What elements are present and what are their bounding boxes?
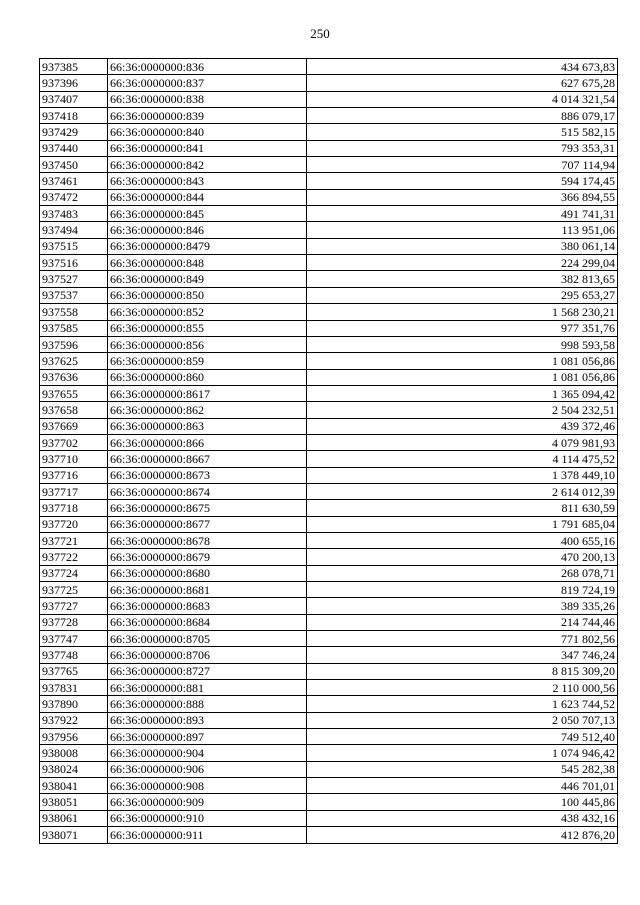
table-row [40, 402, 618, 418]
row-number-cell: 937956 [40, 729, 108, 745]
row-number-cell: 937527 [40, 271, 108, 287]
table-row [40, 238, 618, 254]
row-number-cell: 937725 [40, 582, 108, 598]
amount-cell: 100 445,86 [307, 794, 618, 810]
table-row [40, 614, 618, 630]
cadastral-number-cell: 66:36:0000000:8706 [108, 647, 307, 663]
row-number-cell: 937396 [40, 75, 108, 91]
cadastral-value-table [39, 58, 618, 844]
cadastral-number-cell: 66:36:0000000:836 [108, 59, 307, 75]
row-number-cell: 937516 [40, 255, 108, 271]
table-row [40, 108, 618, 124]
row-number-cell: 937483 [40, 206, 108, 222]
table-row [40, 467, 618, 483]
row-number-cell: 938071 [40, 827, 108, 843]
row-number-cell: 937710 [40, 451, 108, 467]
table-row [40, 794, 618, 810]
amount-cell: 1 791 685,04 [307, 516, 618, 532]
cadastral-number-cell: 66:36:0000000:908 [108, 778, 307, 794]
table-row [40, 418, 618, 434]
cadastral-number-cell: 66:36:0000000:8674 [108, 483, 307, 499]
amount-cell: 627 675,28 [307, 75, 618, 91]
row-number-cell: 937596 [40, 336, 108, 352]
cadastral-number-cell: 66:36:0000000:893 [108, 712, 307, 728]
table-row [40, 598, 618, 614]
table-row [40, 516, 618, 532]
amount-cell: 1 365 094,42 [307, 385, 618, 401]
row-number-cell: 937717 [40, 483, 108, 499]
cadastral-number-cell: 66:36:0000000:838 [108, 91, 307, 107]
table-row [40, 124, 618, 140]
amount-cell: 707 114,94 [307, 157, 618, 173]
cadastral-number-cell: 66:36:0000000:8683 [108, 598, 307, 614]
amount-cell: 113 951,06 [307, 222, 618, 238]
table-row [40, 206, 618, 222]
table-row [40, 173, 618, 189]
row-number-cell: 938051 [40, 794, 108, 810]
table-row [40, 140, 618, 156]
cadastral-number-cell: 66:36:0000000:850 [108, 287, 307, 303]
cadastral-number-cell: 66:36:0000000:8675 [108, 500, 307, 516]
table-row [40, 582, 618, 598]
row-number-cell: 937747 [40, 631, 108, 647]
amount-cell: 295 653,27 [307, 287, 618, 303]
amount-cell: 412 876,20 [307, 827, 618, 843]
amount-cell: 4 114 475,52 [307, 451, 618, 467]
table-row [40, 696, 618, 712]
row-number-cell: 937494 [40, 222, 108, 238]
row-number-cell: 937440 [40, 140, 108, 156]
row-number-cell: 938041 [40, 778, 108, 794]
cadastral-number-cell: 66:36:0000000:842 [108, 157, 307, 173]
amount-cell: 977 351,76 [307, 320, 618, 336]
amount-cell: 4 014 321,54 [307, 91, 618, 107]
table-row [40, 483, 618, 499]
row-number-cell: 937722 [40, 549, 108, 565]
table-row [40, 59, 618, 75]
cadastral-number-cell: 66:36:0000000:8680 [108, 565, 307, 581]
amount-cell: 749 512,40 [307, 729, 618, 745]
amount-cell: 438 432,16 [307, 810, 618, 826]
amount-cell: 470 200,13 [307, 549, 618, 565]
table-row [40, 434, 618, 450]
row-number-cell: 937720 [40, 516, 108, 532]
amount-cell: 382 813,65 [307, 271, 618, 287]
table-row [40, 385, 618, 401]
amount-cell: 793 353,31 [307, 140, 618, 156]
row-number-cell: 937748 [40, 647, 108, 663]
table-row [40, 255, 618, 271]
cadastral-number-cell: 66:36:0000000:860 [108, 369, 307, 385]
amount-cell: 366 894,55 [307, 189, 618, 205]
cadastral-number-cell: 66:36:0000000:840 [108, 124, 307, 140]
cadastral-number-cell: 66:36:0000000:904 [108, 745, 307, 761]
table-row [40, 75, 618, 91]
table-row [40, 353, 618, 369]
table-row [40, 222, 618, 238]
amount-cell: 998 593,58 [307, 336, 618, 352]
row-number-cell: 937669 [40, 418, 108, 434]
amount-cell: 439 372,46 [307, 418, 618, 434]
cadastral-number-cell: 66:36:0000000:8677 [108, 516, 307, 532]
amount-cell: 2 050 707,13 [307, 712, 618, 728]
cadastral-number-cell: 66:36:0000000:8479 [108, 238, 307, 254]
amount-cell: 515 582,15 [307, 124, 618, 140]
table-row [40, 336, 618, 352]
table-row [40, 91, 618, 107]
cadastral-number-cell: 66:36:0000000:852 [108, 304, 307, 320]
row-number-cell: 937537 [40, 287, 108, 303]
cadastral-number-cell: 66:36:0000000:862 [108, 402, 307, 418]
table-row [40, 565, 618, 581]
row-number-cell: 937727 [40, 598, 108, 614]
table-row [40, 189, 618, 205]
table-body [40, 59, 618, 844]
amount-cell: 491 741,31 [307, 206, 618, 222]
table-row [40, 549, 618, 565]
row-number-cell: 937407 [40, 91, 108, 107]
table-row [40, 810, 618, 826]
table-row [40, 778, 618, 794]
table-row [40, 663, 618, 679]
amount-cell: 389 335,26 [307, 598, 618, 614]
amount-cell: 1 623 744,52 [307, 696, 618, 712]
amount-cell: 771 802,56 [307, 631, 618, 647]
page-number: 250 [310, 26, 330, 41]
amount-cell: 1 081 056,86 [307, 369, 618, 385]
row-number-cell: 937655 [40, 385, 108, 401]
table-row [40, 271, 618, 287]
cadastral-number-cell: 66:36:0000000:881 [108, 680, 307, 696]
cadastral-number-cell: 66:36:0000000:906 [108, 761, 307, 777]
amount-cell: 2 614 012,39 [307, 483, 618, 499]
amount-cell: 347 746,24 [307, 647, 618, 663]
amount-cell: 1 378 449,10 [307, 467, 618, 483]
cadastral-number-cell: 66:36:0000000:888 [108, 696, 307, 712]
table-row [40, 631, 618, 647]
row-number-cell: 937922 [40, 712, 108, 728]
cadastral-number-cell: 66:36:0000000:8667 [108, 451, 307, 467]
row-number-cell: 937461 [40, 173, 108, 189]
row-number-cell: 937585 [40, 320, 108, 336]
cadastral-number-cell: 66:36:0000000:837 [108, 75, 307, 91]
amount-cell: 446 701,01 [307, 778, 618, 794]
table-row [40, 369, 618, 385]
row-number-cell: 937702 [40, 434, 108, 450]
row-number-cell: 937890 [40, 696, 108, 712]
row-number-cell: 937429 [40, 124, 108, 140]
amount-cell: 2 504 232,51 [307, 402, 618, 418]
amount-cell: 1 568 230,21 [307, 304, 618, 320]
row-number-cell: 938024 [40, 761, 108, 777]
cadastral-number-cell: 66:36:0000000:909 [108, 794, 307, 810]
amount-cell: 886 079,17 [307, 108, 618, 124]
row-number-cell: 937728 [40, 614, 108, 630]
table-row [40, 680, 618, 696]
cadastral-number-cell: 66:36:0000000:8679 [108, 549, 307, 565]
cadastral-number-cell: 66:36:0000000:8617 [108, 385, 307, 401]
amount-cell: 224 299,04 [307, 255, 618, 271]
row-number-cell: 937472 [40, 189, 108, 205]
row-number-cell: 937558 [40, 304, 108, 320]
row-number-cell: 937636 [40, 369, 108, 385]
row-number-cell: 937418 [40, 108, 108, 124]
cadastral-number-cell: 66:36:0000000:848 [108, 255, 307, 271]
cadastral-number-cell: 66:36:0000000:897 [108, 729, 307, 745]
table-row [40, 287, 618, 303]
cadastral-number-cell: 66:36:0000000:845 [108, 206, 307, 222]
row-number-cell: 937716 [40, 467, 108, 483]
cadastral-number-cell: 66:36:0000000:856 [108, 336, 307, 352]
cadastral-number-cell: 66:36:0000000:843 [108, 173, 307, 189]
table-row [40, 304, 618, 320]
amount-cell: 2 110 000,56 [307, 680, 618, 696]
cadastral-number-cell: 66:36:0000000:859 [108, 353, 307, 369]
cadastral-number-cell: 66:36:0000000:846 [108, 222, 307, 238]
cadastral-number-cell: 66:36:0000000:8727 [108, 663, 307, 679]
amount-cell: 4 079 981,93 [307, 434, 618, 450]
row-number-cell: 937721 [40, 532, 108, 548]
row-number-cell: 937765 [40, 663, 108, 679]
cadastral-number-cell: 66:36:0000000:839 [108, 108, 307, 124]
amount-cell: 1 081 056,86 [307, 353, 618, 369]
table-row [40, 745, 618, 761]
cadastral-number-cell: 66:36:0000000:8705 [108, 631, 307, 647]
cadastral-number-cell: 66:36:0000000:8684 [108, 614, 307, 630]
table-row [40, 827, 618, 843]
amount-cell: 8 815 309,20 [307, 663, 618, 679]
amount-cell: 819 724,19 [307, 582, 618, 598]
cadastral-number-cell: 66:36:0000000:844 [108, 189, 307, 205]
row-number-cell: 938061 [40, 810, 108, 826]
amount-cell: 268 078,71 [307, 565, 618, 581]
row-number-cell: 938008 [40, 745, 108, 761]
table-row [40, 451, 618, 467]
amount-cell: 811 630,59 [307, 500, 618, 516]
cadastral-number-cell: 66:36:0000000:8673 [108, 467, 307, 483]
row-number-cell: 937385 [40, 59, 108, 75]
row-number-cell: 937831 [40, 680, 108, 696]
table-row [40, 532, 618, 548]
table-row [40, 500, 618, 516]
row-number-cell: 937724 [40, 565, 108, 581]
row-number-cell: 937658 [40, 402, 108, 418]
cadastral-number-cell: 66:36:0000000:841 [108, 140, 307, 156]
cadastral-number-cell: 66:36:0000000:855 [108, 320, 307, 336]
amount-cell: 434 673,83 [307, 59, 618, 75]
table-row [40, 647, 618, 663]
table-row [40, 157, 618, 173]
table-row [40, 712, 618, 728]
amount-cell: 594 174,45 [307, 173, 618, 189]
table-row [40, 729, 618, 745]
row-number-cell: 937625 [40, 353, 108, 369]
table-row [40, 320, 618, 336]
cadastral-number-cell: 66:36:0000000:8678 [108, 532, 307, 548]
cadastral-number-cell: 66:36:0000000:849 [108, 271, 307, 287]
amount-cell: 400 655,16 [307, 532, 618, 548]
amount-cell: 380 061,14 [307, 238, 618, 254]
amount-cell: 214 744,46 [307, 614, 618, 630]
row-number-cell: 937718 [40, 500, 108, 516]
cadastral-number-cell: 66:36:0000000:910 [108, 810, 307, 826]
row-number-cell: 937515 [40, 238, 108, 254]
table-row [40, 761, 618, 777]
cadastral-number-cell: 66:36:0000000:866 [108, 434, 307, 450]
cadastral-number-cell: 66:36:0000000:911 [108, 827, 307, 843]
cadastral-number-cell: 66:36:0000000:8681 [108, 582, 307, 598]
amount-cell: 1 074 946,42 [307, 745, 618, 761]
cadastral-number-cell: 66:36:0000000:863 [108, 418, 307, 434]
row-number-cell: 937450 [40, 157, 108, 173]
amount-cell: 545 282,38 [307, 761, 618, 777]
